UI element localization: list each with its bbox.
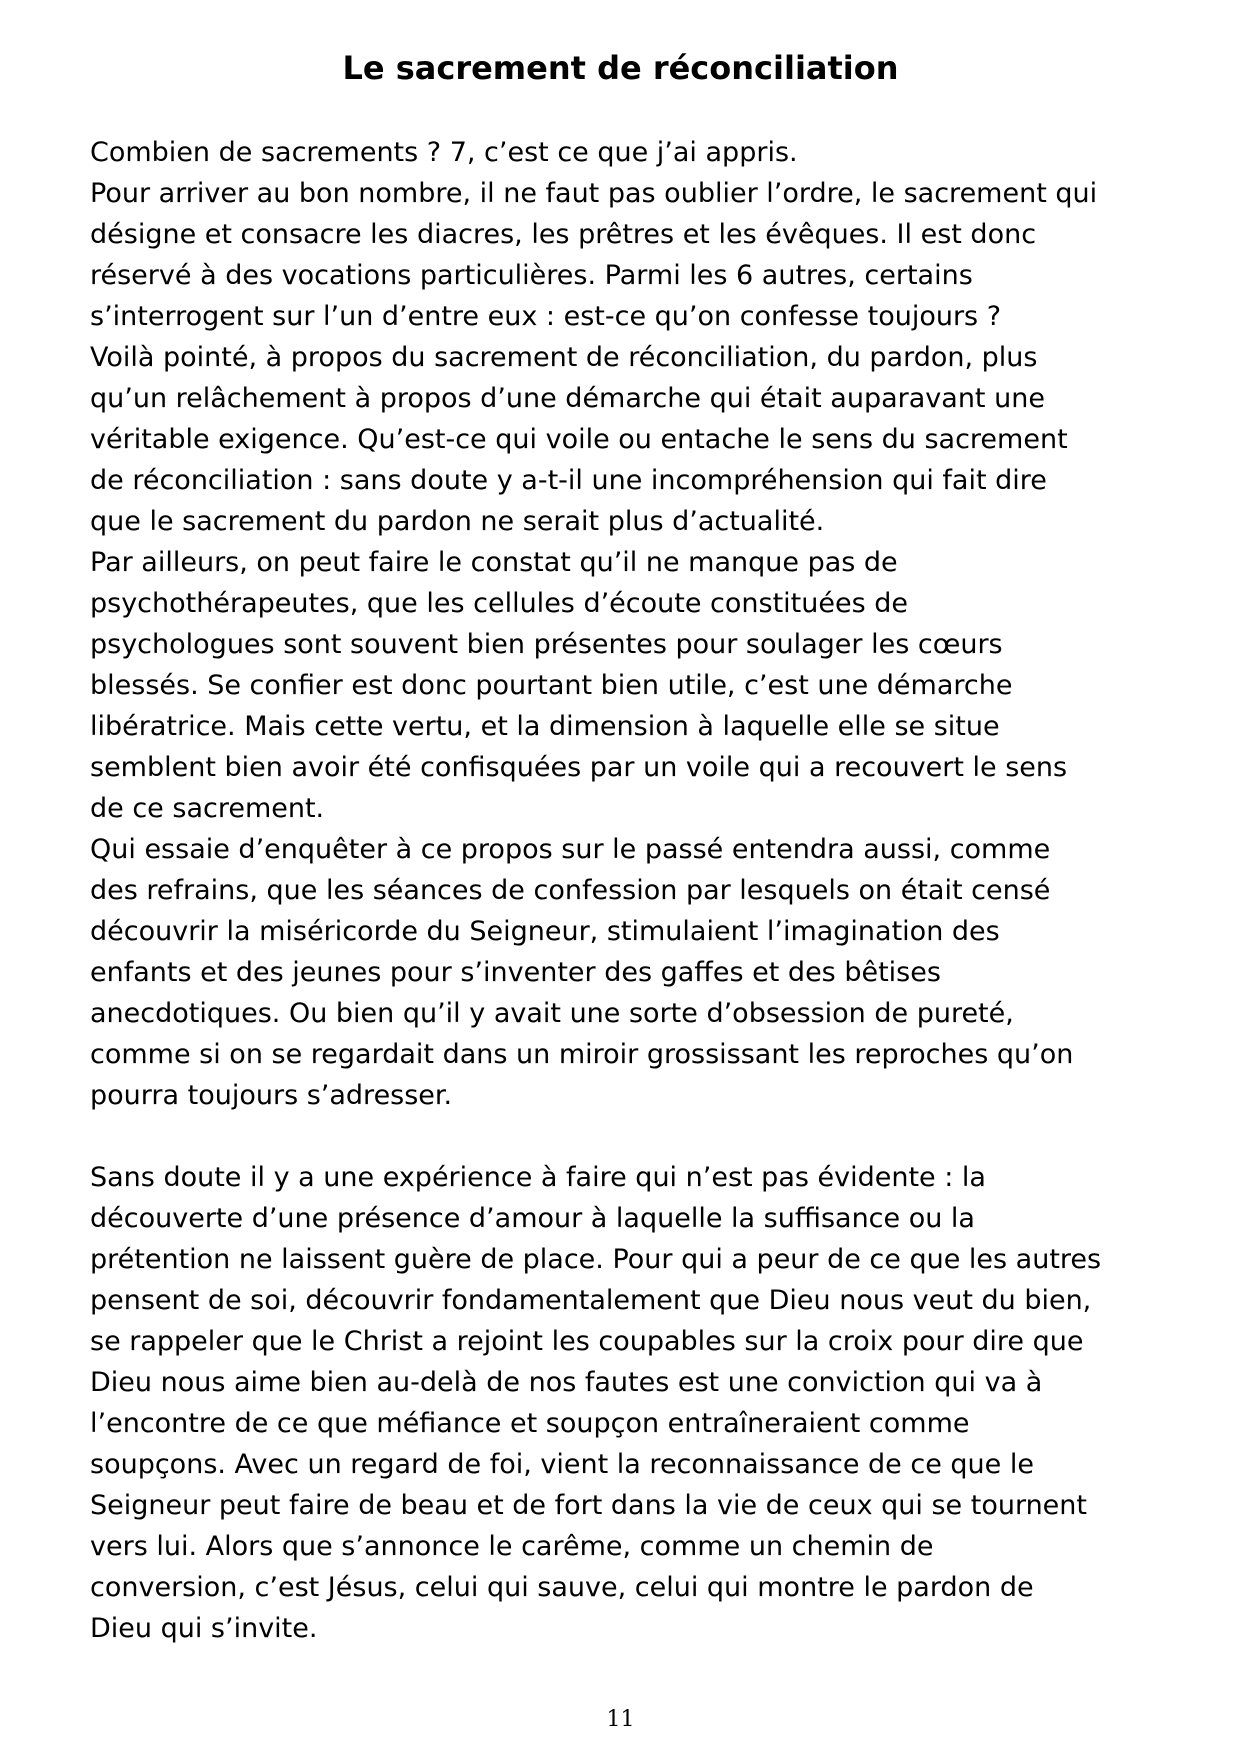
text-line: véritable exigence. Qu’est-ce qui voile ou entache le sens du sacrement [90,424,1068,455]
text-line: Dieu nous aime bien au-delà de nos fautes est une conviction qui va à [90,1367,1043,1398]
page-title: Le sacrement de réconciliation [342,49,899,87]
text-line: vers lui. Alors que s’annonce le carême, comme un chemin de [90,1531,934,1562]
text-line: Par ailleurs, on peut faire le constat qu’il ne manque pas de [90,547,898,578]
text-line: se rappeler que le Christ a rejoint les coupables sur la croix pour dire que [90,1326,1084,1357]
text-line: Sans doute il y a une expérience à faire qui n’est pas évidente : la [90,1162,986,1193]
text-line: découvrir la miséricorde du Seigneur, stimulaient l’imagination des [90,916,1000,947]
article-body [90,132,1170,1649]
text-line: découverte d’une présence d’amour à laquelle la suffisance ou la [90,1203,975,1234]
text-line: Pour arriver au bon nombre, il ne faut pas oublier l’ordre, le sacrement qui [90,178,1098,209]
text-line: qu’un relâchement à propos d’une démarche qui était auparavant une [90,383,1045,414]
text-line: comme si on se regardait dans un miroir grossissant les reproches qu’on [90,1039,1074,1070]
text-line: de ce sacrement. [90,793,325,824]
text-line: anecdotiques. Ou bien qu’il y avait une sorte d’obsession de pureté, [90,998,1014,1029]
text-line: Combien de sacrements ? 7, c’est ce que j’ai appris. [90,137,798,168]
text-line: s’interrogent sur l’un d’entre eux : est-ce qu’on confesse toujours ? [90,301,1002,332]
paragraph-gap [90,1116,1170,1157]
text-line: Qui essaie d’enquêter à ce propos sur le passé entendra aussi, comme [90,834,1051,865]
text-line: blessés. Se confier est donc pourtant bien utile, c’est une démarche [90,670,1013,701]
text-line: semblent bien avoir été confisquées par un voile qui a recouvert le sens [90,752,1068,783]
page-number: 11 [606,1707,635,1732]
text-line: enfants et des jeunes pour s’inventer des gaffes et des bêtises [90,957,941,988]
text-line: pourra toujours s’adresser. [90,1080,453,1111]
text-line: des refrains, que les séances de confession par lesquels on était censé [90,875,1051,906]
text-line: prétention ne laissent guère de place. Pour qui a peur de ce que les autres [90,1244,1102,1275]
text-line: Dieu qui s’invite. [90,1613,318,1644]
text-line: soupçons. Avec un regard de foi, vient la reconnaissance de ce que le [90,1449,1034,1480]
text-line: psychothérapeutes, que les cellules d’écoute constituées de [90,588,908,619]
text-line: libératrice. Mais cette vertu, et la dimension à laquelle elle se situe [90,711,1000,742]
text-line: que le sacrement du pardon ne serait plus d’actualité. [90,506,825,537]
text-line: psychologues sont souvent bien présentes pour soulager les cœurs [90,629,1003,660]
text-line: Seigneur peut faire de beau et de fort dans la vie de ceux qui se tournent [90,1490,1087,1521]
text-line: conversion, c’est Jésus, celui qui sauve, celui qui montre le pardon de [90,1572,1034,1603]
text-line: Voilà pointé, à propos du sacrement de réconciliation, du pardon, plus [90,342,1038,373]
text-line: désigne et consacre les diacres, les prêtres et les évêques. Il est donc [90,219,1037,250]
text-line: de réconciliation : sans doute y a-t-il une incompréhension qui fait dire [90,465,1047,496]
text-line: réservé à des vocations particulières. Parmi les 6 autres, certains [90,260,973,291]
text-line: l’encontre de ce que méfiance et soupçon entraîneraient comme [90,1408,970,1439]
text-line: pensent de soi, découvrir fondamentalement que Dieu nous veut du bien, [90,1285,1092,1316]
